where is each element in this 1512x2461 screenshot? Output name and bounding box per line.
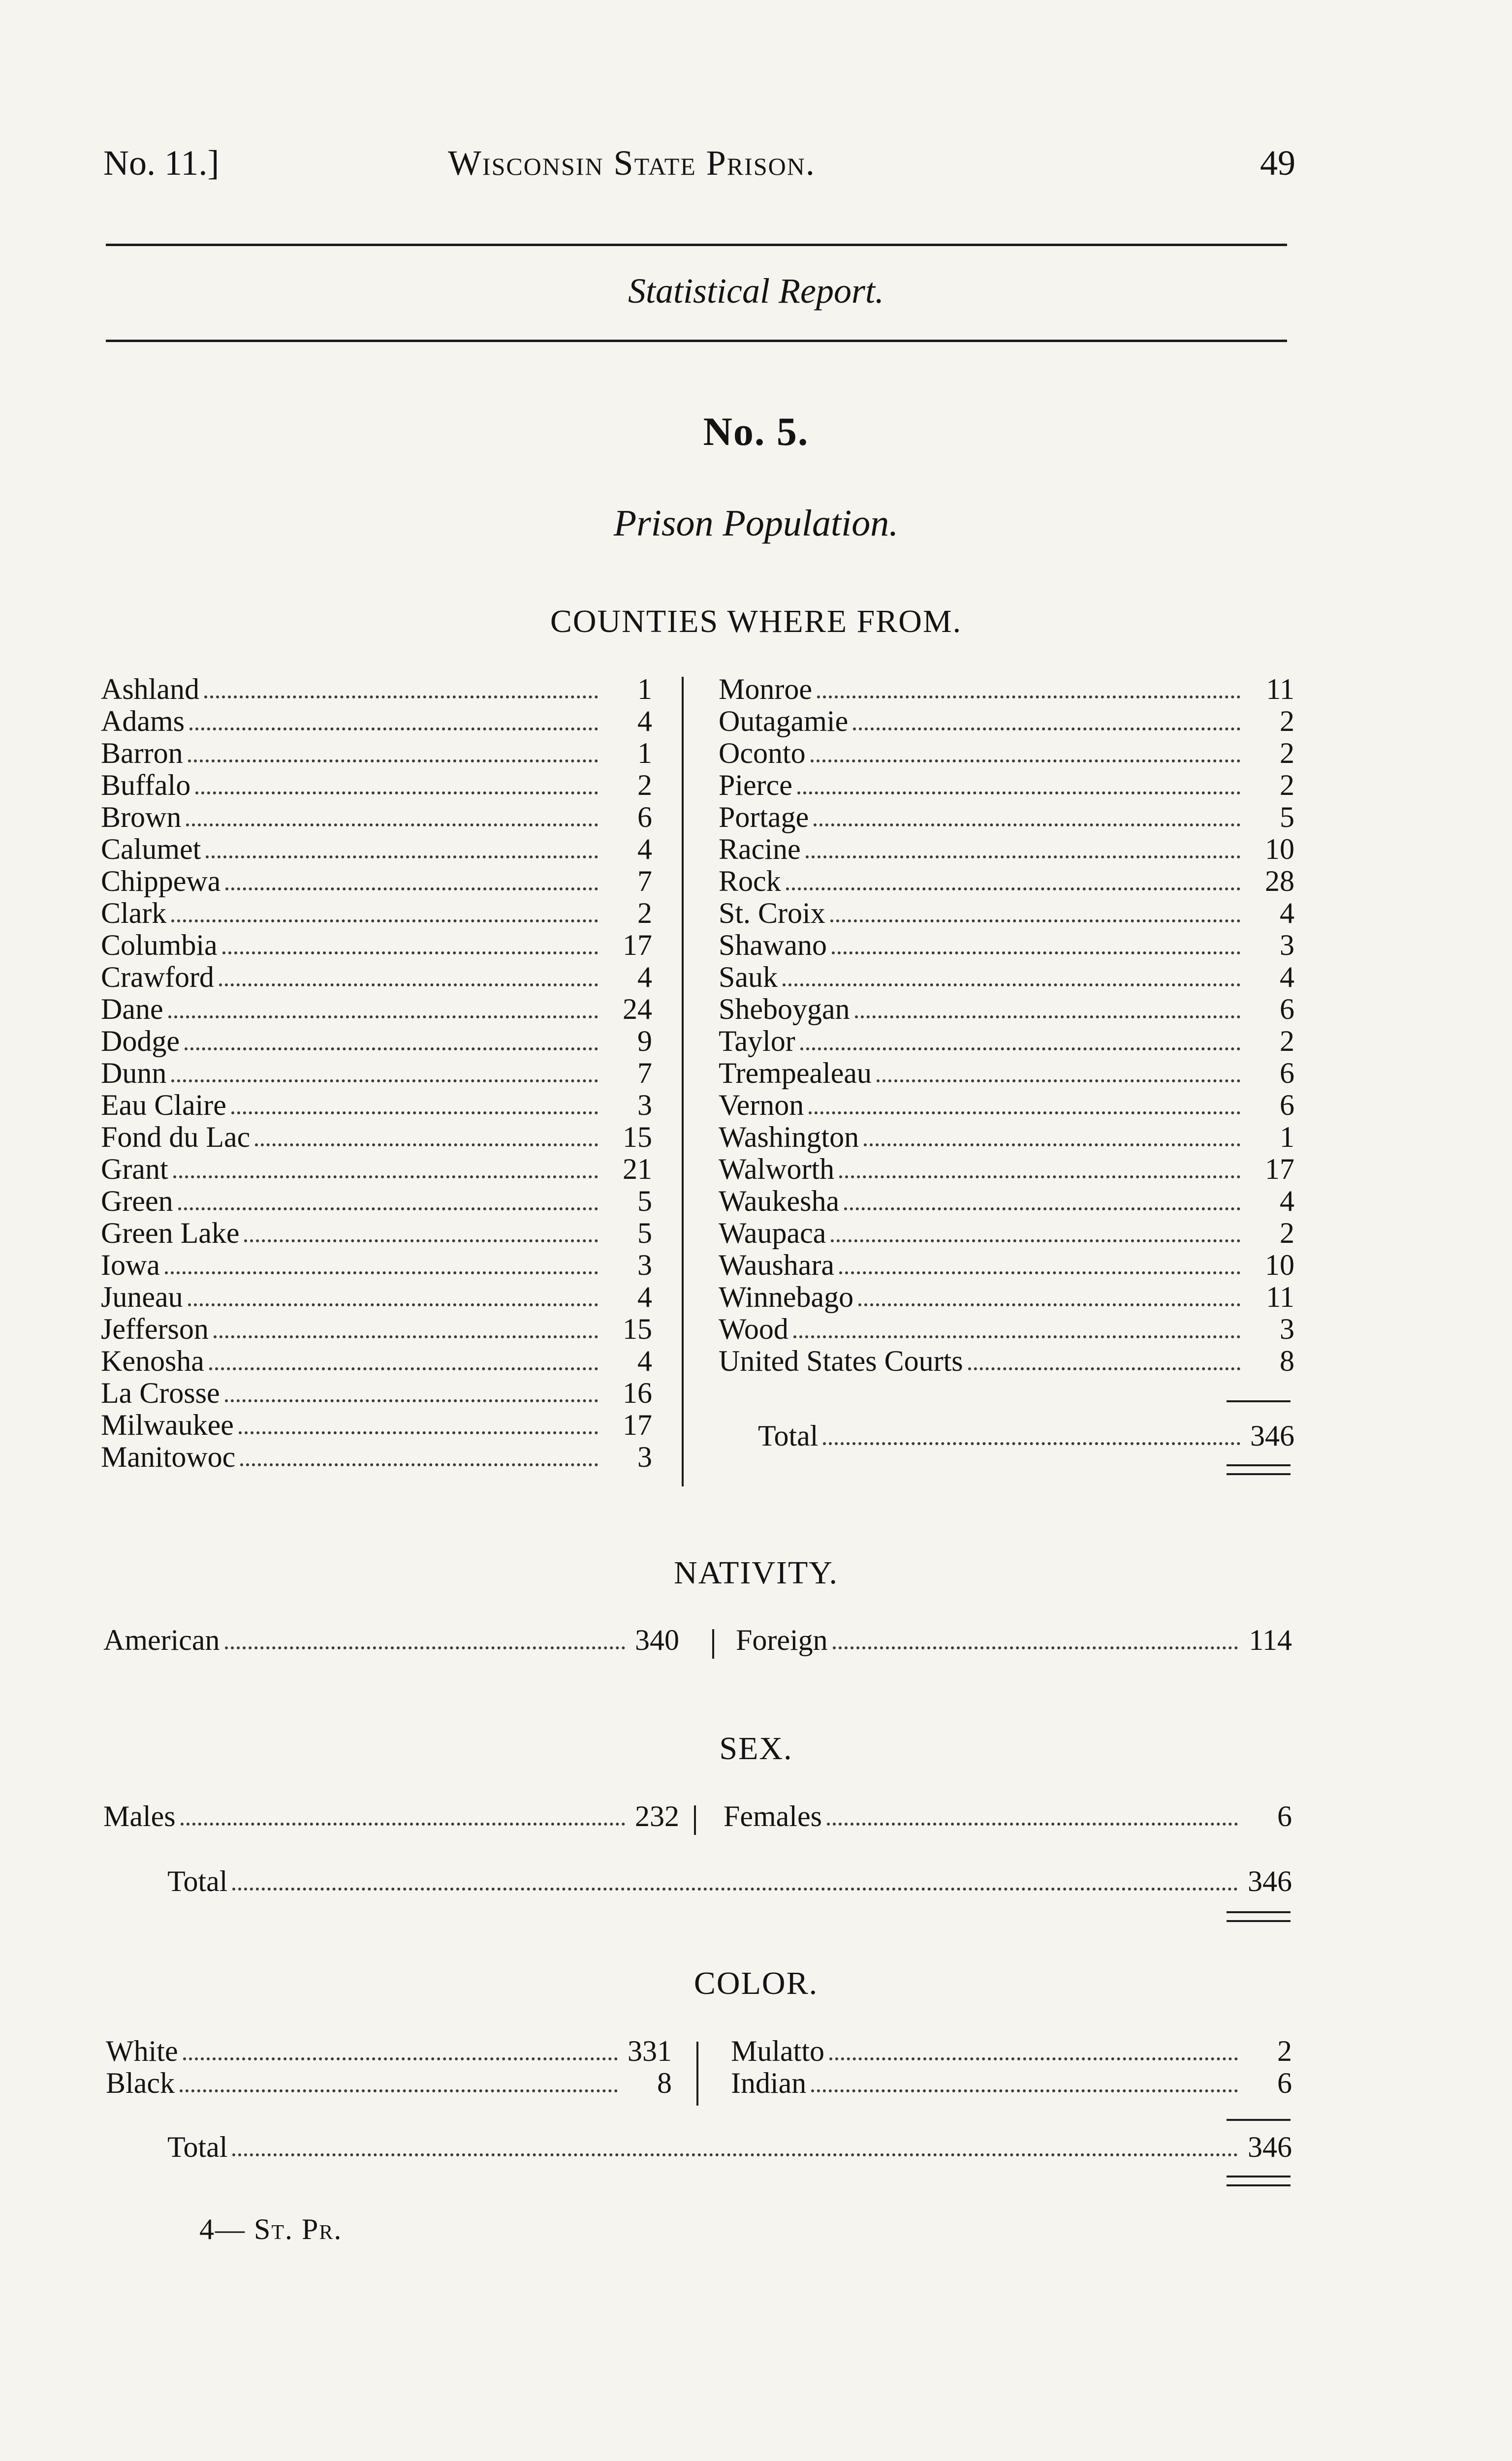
color-row	[731, 2035, 1292, 2067]
county-row	[719, 1313, 1294, 1345]
leader-dots	[814, 823, 1240, 826]
entry-name: Taylor	[719, 1025, 795, 1057]
entry-count: 2	[1277, 2035, 1292, 2067]
entry-name: Dodge	[101, 1025, 180, 1057]
county-row	[101, 833, 652, 865]
county-row	[101, 1377, 652, 1409]
counties-double-rule	[1227, 1464, 1291, 1475]
county-row	[101, 673, 652, 705]
leader-dots	[206, 855, 598, 858]
table-title: Prison Population.	[613, 503, 899, 544]
county-row	[719, 1345, 1294, 1377]
entry-name: Chippewa	[101, 865, 221, 897]
sex-heading: SEX.	[719, 1731, 793, 1767]
counties-sum-rule	[1227, 1400, 1291, 1402]
nativity-american-value: 340	[635, 1624, 679, 1656]
counties-total-label: Total	[758, 1420, 819, 1452]
entry-count: 6	[1280, 993, 1294, 1025]
color-row	[731, 2067, 1292, 2099]
color-total-value: 346	[1248, 2131, 1292, 2163]
entry-count: 17	[623, 1409, 652, 1441]
leader-dots	[839, 1271, 1240, 1274]
entry-count: 3	[637, 1441, 652, 1473]
county-row	[101, 1217, 652, 1249]
entry-count: 3	[637, 1089, 652, 1121]
page-number: 49	[1260, 143, 1295, 183]
county-row	[101, 1281, 652, 1313]
nativity-divider	[712, 1629, 714, 1659]
county-row	[719, 769, 1294, 801]
entry-count: 4	[637, 1345, 652, 1377]
entry-name: Waushara	[719, 1249, 835, 1281]
leader-dots	[178, 1207, 598, 1210]
entry-name: Crawford	[101, 961, 214, 993]
entry-name: Juneau	[101, 1281, 183, 1313]
nativity-left	[103, 1624, 679, 1656]
leader-dots	[183, 2057, 618, 2060]
county-row	[101, 1345, 652, 1377]
nativity-heading: NATIVITY.	[674, 1555, 838, 1591]
color-left-column	[106, 2035, 672, 2099]
table-number: No. 5.	[703, 409, 809, 454]
entry-name: Shawano	[719, 929, 827, 961]
leader-dots	[225, 887, 598, 890]
entry-count: 4	[637, 1281, 652, 1313]
entry-name: Mulatto	[731, 2035, 824, 2067]
leader-dots	[806, 855, 1240, 858]
leader-dots	[832, 951, 1240, 954]
entry-count: 4	[1280, 897, 1294, 929]
entry-name: Winnebago	[719, 1281, 854, 1313]
entry-name: Milwaukee	[101, 1409, 234, 1441]
entry-name: Ashland	[101, 673, 199, 705]
entry-count: 331	[628, 2035, 672, 2067]
color-total-row	[167, 2131, 1292, 2163]
county-row	[101, 1153, 652, 1185]
county-row	[719, 673, 1294, 705]
entry-name: Outagamie	[719, 705, 849, 737]
leader-dots	[195, 791, 598, 794]
county-row	[719, 1057, 1294, 1089]
entry-count: 5	[637, 1217, 652, 1249]
entry-count: 6	[1277, 2067, 1292, 2099]
entry-count: 7	[637, 865, 652, 897]
leader-dots	[240, 1463, 598, 1466]
entry-count: 2	[1280, 769, 1294, 801]
entry-count: 3	[1280, 1313, 1294, 1345]
entry-name: Adams	[101, 705, 185, 737]
leader-dots	[827, 1823, 1238, 1826]
county-row	[719, 1121, 1294, 1153]
county-row	[101, 865, 652, 897]
entry-name: Waukesha	[719, 1185, 840, 1217]
entry-count: 3	[637, 1249, 652, 1281]
column-divider	[682, 677, 684, 1486]
entry-name: Buffalo	[101, 769, 191, 801]
nativity-foreign-value: 114	[1249, 1624, 1292, 1656]
leader-dots	[189, 727, 598, 730]
county-row	[719, 1217, 1294, 1249]
leader-dots	[823, 1442, 1240, 1445]
leader-dots	[219, 983, 598, 986]
leader-dots	[839, 1175, 1240, 1178]
entry-count: 5	[1280, 801, 1294, 833]
counties-right-column	[719, 673, 1294, 1377]
entry-name: Indian	[731, 2067, 807, 2099]
entry-count: 10	[1265, 833, 1294, 865]
sex-left	[103, 1800, 679, 1832]
county-row	[101, 993, 652, 1025]
document-number: No. 11.]	[103, 143, 220, 183]
entry-name: Black	[106, 2067, 175, 2099]
sex-double-rule	[1227, 1911, 1291, 1922]
county-row	[719, 833, 1294, 865]
entry-count: 15	[623, 1313, 652, 1345]
sex-total-row	[167, 1865, 1292, 1897]
county-row	[719, 1153, 1294, 1185]
leader-dots	[855, 1015, 1240, 1018]
color-row	[106, 2067, 672, 2099]
leader-dots	[811, 2089, 1238, 2092]
entry-name: La Crosse	[101, 1377, 220, 1409]
entry-name: Iowa	[101, 1249, 160, 1281]
entry-count: 17	[623, 929, 652, 961]
counties-total-row	[758, 1420, 1294, 1452]
counties-total-value: 346	[1250, 1420, 1294, 1452]
leader-dots	[844, 1207, 1240, 1210]
entry-count: 2	[637, 897, 652, 929]
leader-dots	[783, 983, 1240, 986]
leader-dots	[171, 1079, 598, 1082]
leader-dots	[171, 919, 598, 922]
entry-count: 10	[1265, 1249, 1294, 1281]
entry-count: 6	[1280, 1089, 1294, 1121]
entry-name: Sauk	[719, 961, 778, 993]
entry-name: Grant	[101, 1153, 168, 1185]
entry-name: Dunn	[101, 1057, 167, 1089]
entry-name: Eau Claire	[101, 1089, 226, 1121]
leader-dots	[188, 1303, 598, 1306]
county-row	[101, 1249, 652, 1281]
nativity-foreign-label: Foreign	[736, 1624, 828, 1656]
leader-dots	[225, 1646, 625, 1649]
entry-count: 15	[623, 1121, 652, 1153]
county-row	[101, 705, 652, 737]
color-row	[106, 2035, 672, 2067]
leader-dots	[817, 695, 1240, 698]
county-row	[719, 1025, 1294, 1057]
sex-divider	[694, 1805, 696, 1835]
leader-dots	[968, 1367, 1240, 1370]
entry-count: 1	[1280, 1121, 1294, 1153]
color-sum-rule	[1227, 2119, 1291, 2121]
leader-dots	[214, 1335, 598, 1338]
leader-dots	[793, 1335, 1240, 1338]
leader-dots	[830, 919, 1240, 922]
leader-dots	[231, 1111, 598, 1114]
leader-dots	[831, 1239, 1240, 1242]
leader-dots	[800, 1047, 1240, 1050]
entry-count: 11	[1266, 673, 1294, 705]
entry-count: 2	[1280, 737, 1294, 769]
leader-dots	[786, 887, 1240, 890]
leader-dots	[239, 1431, 598, 1434]
entry-count: 3	[1280, 929, 1294, 961]
sex-males-value: 232	[635, 1800, 679, 1832]
entry-count: 1	[637, 737, 652, 769]
sex-females-value: 6	[1277, 1800, 1292, 1832]
county-row	[719, 1249, 1294, 1281]
header-rule-bottom	[106, 340, 1287, 342]
entry-name: Wood	[719, 1313, 788, 1345]
entry-name: Columbia	[101, 929, 218, 961]
county-row	[101, 1185, 652, 1217]
entry-name: Portage	[719, 801, 809, 833]
color-divider	[696, 2042, 698, 2106]
entry-count: 4	[1280, 1185, 1294, 1217]
entry-count: 21	[623, 1153, 652, 1185]
entry-name: Rock	[719, 865, 781, 897]
entry-name: Clark	[101, 897, 167, 929]
entry-name: Calumet	[101, 833, 201, 865]
county-row	[719, 1185, 1294, 1217]
county-row	[719, 801, 1294, 833]
leader-dots	[222, 951, 598, 954]
color-heading: COLOR.	[693, 1965, 819, 2001]
entry-count: 4	[637, 705, 652, 737]
leader-dots	[204, 695, 598, 698]
county-row	[719, 929, 1294, 961]
color-total-label: Total	[167, 2131, 228, 2163]
entry-name: St. Croix	[719, 897, 825, 929]
county-row	[719, 865, 1294, 897]
running-head	[103, 143, 1295, 197]
county-row	[101, 1089, 652, 1121]
leader-dots	[809, 1111, 1240, 1114]
entry-name: United States Courts	[719, 1345, 963, 1377]
entry-count: 4	[1280, 961, 1294, 993]
entry-name: Brown	[101, 801, 182, 833]
entry-name: Racine	[719, 833, 801, 865]
entry-count: 1	[637, 673, 652, 705]
county-row	[101, 1441, 652, 1473]
entry-count: 16	[623, 1377, 652, 1409]
counties-left-column	[101, 673, 652, 1473]
leader-dots	[232, 1888, 1238, 1891]
entry-name: Manitowoc	[101, 1441, 236, 1473]
entry-name: Waupaca	[719, 1217, 826, 1249]
county-row	[719, 993, 1294, 1025]
entry-name: Sheboygan	[719, 993, 850, 1025]
leader-dots	[853, 727, 1240, 730]
sex-right	[724, 1800, 1292, 1832]
leader-dots	[180, 2089, 618, 2092]
entry-count: 8	[1280, 1345, 1294, 1377]
county-row	[101, 1057, 652, 1089]
county-row	[101, 1025, 652, 1057]
leader-dots	[858, 1303, 1240, 1306]
entry-name: Oconto	[719, 737, 806, 769]
leader-dots	[244, 1239, 598, 1242]
header-rule-top	[106, 244, 1287, 246]
entry-count: 2	[1280, 1217, 1294, 1249]
entry-name: Washington	[719, 1121, 859, 1153]
entry-count: 7	[637, 1057, 652, 1089]
entry-count: 2	[1280, 1025, 1294, 1057]
nativity-right	[736, 1624, 1292, 1656]
entry-count: 17	[1265, 1153, 1294, 1185]
sex-males-label: Males	[103, 1800, 176, 1832]
entry-name: Green Lake	[101, 1217, 240, 1249]
entry-name: Fond du Lac	[101, 1121, 251, 1153]
county-row	[101, 961, 652, 993]
entry-count: 2	[1280, 705, 1294, 737]
leader-dots	[864, 1143, 1240, 1146]
entry-name: Walworth	[719, 1153, 835, 1185]
county-row	[101, 801, 652, 833]
entry-name: White	[106, 2035, 178, 2067]
entry-name: Green	[101, 1185, 173, 1217]
entry-name: Barron	[101, 737, 183, 769]
entry-name: Dane	[101, 993, 163, 1025]
entry-name: Jefferson	[101, 1313, 209, 1345]
leader-dots	[797, 791, 1240, 794]
county-row	[101, 1409, 652, 1441]
leader-dots	[185, 1047, 598, 1050]
leader-dots	[209, 1367, 598, 1370]
leader-dots	[168, 1015, 598, 1018]
counties-heading: COUNTIES WHERE FROM.	[550, 603, 962, 639]
county-row	[101, 737, 652, 769]
county-row	[101, 897, 652, 929]
entry-count: 11	[1266, 1281, 1294, 1313]
entry-count: 24	[623, 993, 652, 1025]
entry-name: Pierce	[719, 769, 792, 801]
entry-name: Trempealeau	[719, 1057, 872, 1089]
entry-count: 6	[1280, 1057, 1294, 1089]
entry-count: 8	[657, 2067, 672, 2099]
leader-dots	[255, 1143, 598, 1146]
leader-dots	[829, 2057, 1238, 2060]
county-row	[719, 897, 1294, 929]
sex-total-label: Total	[167, 1865, 228, 1897]
entry-count: 4	[637, 833, 652, 865]
entry-count: 6	[637, 801, 652, 833]
entry-name: Vernon	[719, 1089, 804, 1121]
entry-count: 9	[637, 1025, 652, 1057]
county-row	[719, 961, 1294, 993]
leader-dots	[877, 1079, 1240, 1082]
entry-count: 2	[637, 769, 652, 801]
leader-dots	[186, 823, 598, 826]
entry-name: Monroe	[719, 673, 812, 705]
county-row	[101, 1313, 652, 1345]
county-row	[719, 705, 1294, 737]
entry-count: 5	[637, 1185, 652, 1217]
entry-count: 4	[637, 961, 652, 993]
entry-name: Kenosha	[101, 1345, 204, 1377]
color-double-rule	[1227, 2176, 1291, 2186]
county-row	[101, 769, 652, 801]
leader-dots	[181, 1823, 625, 1826]
section-subheading: Statistical Report.	[628, 271, 884, 311]
leader-dots	[173, 1175, 598, 1178]
leader-dots	[232, 2153, 1238, 2156]
entry-count: 28	[1265, 865, 1294, 897]
leader-dots	[188, 759, 598, 762]
county-row	[101, 929, 652, 961]
county-row	[719, 737, 1294, 769]
signature-mark: 4— St. Pr.	[199, 2213, 343, 2245]
leader-dots	[811, 759, 1240, 762]
county-row	[719, 1281, 1294, 1313]
leader-dots	[165, 1271, 598, 1274]
leader-dots	[833, 1646, 1238, 1649]
nativity-american-label: American	[103, 1624, 220, 1656]
color-right-column	[731, 2035, 1292, 2099]
leader-dots	[225, 1399, 598, 1402]
sex-females-label: Females	[724, 1800, 822, 1832]
county-row	[719, 1089, 1294, 1121]
sex-total-value: 346	[1248, 1865, 1292, 1897]
county-row	[101, 1121, 652, 1153]
running-title: Wisconsin State Prison.	[448, 143, 816, 183]
